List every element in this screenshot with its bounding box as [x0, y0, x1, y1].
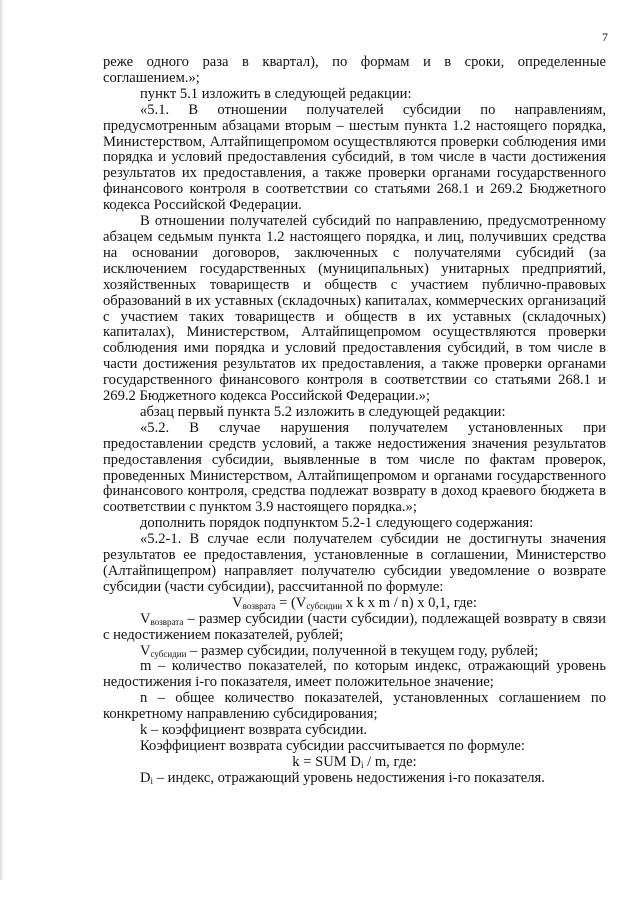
paragraph: Коэффициент возврата субсидии рассчитывается по формуле:: [140, 737, 525, 754]
document-body: [103, 55, 606, 787]
definition-k: k – коэффициент возврата субсидии.: [140, 722, 368, 739]
formula-subscript: субсидии: [306, 600, 343, 611]
formula-subscript: возврата: [242, 600, 276, 611]
scan-edge-shadow: [0, 0, 4, 880]
definition-text: – размер субсидии, полученной в текущем году, рублей;: [186, 642, 539, 659]
formula-text: k = SUM D: [292, 753, 361, 770]
definition-symbol: V: [140, 642, 151, 659]
formula-refund: [103, 596, 606, 612]
definition-d: [103, 771, 606, 787]
paragraph: пункт 5.1 изложить в следующей редакции:: [140, 85, 412, 102]
definition-v-subsidy: [103, 644, 606, 660]
paragraph: абзац первый пункта 5.2 изложить в следующей редакции:: [140, 403, 506, 420]
definition-text: – размер субсидии (части субсидии), подлежащей возврату в связи с недостижением показателей, рублей;: [103, 610, 606, 643]
page-number: 7: [602, 30, 608, 44]
formula-coefficient: [103, 755, 606, 771]
paragraph: «5.2-1. В случае если получателем субсидии не достигнуты значения результатов ее предоставления, установленные в соглашении, Министерство (Алтайпищепром) направляет получателю субсидии уведомление о возврате субсидии (части субсидии), рассчитанной по формуле:: [103, 531, 606, 595]
paragraph: «5.1. В отношении получателей субсидии по направлениям, предусмотренным абзацами вторым – шестым пункта 1.2 настоящего порядка, Министерством, Алтайпищепромом осуществляются проверки соблюдения ими порядка и условий предоставления субсидий, в том числе в части достижения результатов их предоставления, а также проверки органами государственного финансового контроля в соответствии со статьями 268.1 и 269.2 Бюджетного кодекса Российской Федерации.: [103, 101, 606, 214]
formula-symbol: V: [232, 594, 243, 611]
paragraph: дополнить порядок подпунктом 5.2-1 следующего содержания:: [140, 515, 534, 532]
formula-text: / m, где:: [363, 753, 417, 770]
definition-text: – индекс, отражающий уровень недостижения i-го показателя.: [153, 769, 545, 786]
formula-subscript: i: [360, 759, 364, 770]
paragraph: «5.2. В случае нарушения получателем установленных при предоставлении средств условий, а также недостижения значения результатов предоставления субсидии, выявленные в том числе по фактам проверок, проведенных Министерством, Алтайпищепромом и органами государственного финансового контроля, средства подлежат возврату в доход краевого бюджета в соответствии с пунктом 3.9 настоящего порядка.»;: [103, 419, 606, 516]
definition-subscript: i: [150, 775, 154, 786]
definition-v-refund: [103, 612, 606, 644]
definition-symbol: V: [140, 610, 151, 627]
definition-symbol: D: [140, 769, 151, 786]
definition-n: n – общее количество показателей, установленных соглашением по конкретному направлению субсидирования;: [103, 690, 606, 723]
definition-subscript: возврата: [150, 616, 184, 627]
definition-subscript: субсидии: [150, 648, 187, 659]
formula-text: x k x m / n) x 0,1, где:: [342, 594, 477, 611]
paragraph: реже одного раза в квартал), по формам и в сроки, определенные соглашением.»;: [103, 54, 606, 86]
paragraph: В отношении получателей субсидий по направлению, предусмотренному абзацем седьмым пункта 1.2 настоящего порядка, и лиц, получивших средства на основании договоров, заключенных с получателями субсидий (за исключением государственных (муниципальных) унитарных предприятий, хозяйственных товариществ и обществ с участием публично-правовых образований в их уставных (складочных) капиталах, коммерческих организаций с участием таких товариществ и обществ в их уставных (складочных) капиталах), Министерством, Алтайпищепромом осуществляются проверки соблюдения ими порядка и условий предоставления субсидий, в том числе в части достижения результатов их предоставления, а также проверки органами государственного финансового контроля в соответствии со статьями 268.1 и 269.2 Бюджетного кодекса Российской Федерации.»;: [103, 213, 606, 405]
formula-text: = (V: [275, 594, 307, 611]
definition-m: m – количество показателей, по которым индекс, отражающий уровень недостижения i-го показателя, имеет положительное значение;: [103, 658, 606, 691]
